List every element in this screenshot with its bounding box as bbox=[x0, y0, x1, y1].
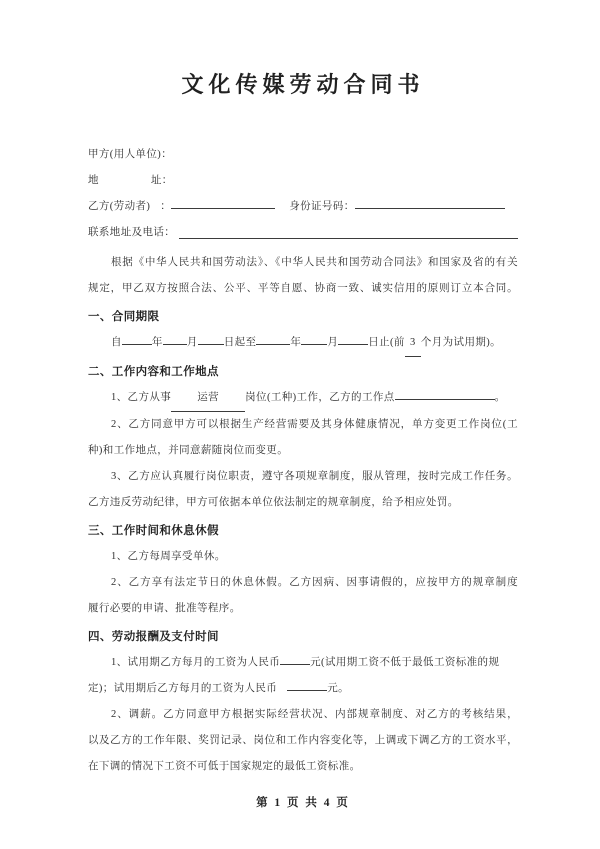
clause-line: 1、乙方每周享受单休。 bbox=[111, 551, 226, 562]
clause-line: 2、乙方享有法定节日的休息休假。乙方因病、因事请假的，应按甲方的规章制度 bbox=[111, 577, 518, 588]
salary-line-2 bbox=[88, 676, 518, 702]
term-text: 自 bbox=[111, 337, 122, 348]
clause-line: 3、乙方应认真履行岗位职责，遵守各项规章制度，服从管理，按时完成工作任务。 bbox=[111, 471, 518, 482]
clause-text: 1、试用期乙方每月的工资为人民币 bbox=[111, 657, 281, 668]
term-text: 个月为试用期)。 bbox=[420, 337, 502, 348]
position-value: 运营 bbox=[197, 392, 220, 403]
party-b-line bbox=[88, 194, 518, 220]
work-position-line bbox=[88, 385, 518, 412]
document-title: 文化传媒劳动合同书 bbox=[181, 72, 425, 97]
term-text: 年 bbox=[151, 337, 163, 348]
clause-text: 岗位(工种)工作，乙方的工作点 bbox=[245, 392, 395, 403]
term-text: 月 bbox=[327, 337, 339, 348]
id-number-blank bbox=[355, 196, 505, 209]
clause-line: 履行必要的申请、批准等程序。 bbox=[88, 603, 241, 614]
preamble-line: 规定，甲乙双方按照合法、公平、平等自愿、协商一致、诚实信用的原则订立本合同。 bbox=[88, 283, 518, 294]
clause-text: 元(试用期工资不低于最低工资标准的规 bbox=[310, 657, 500, 668]
clause-text: 。 bbox=[494, 392, 506, 403]
clause-text: 1、乙方从事 bbox=[111, 392, 172, 403]
party-b-label: 乙方(劳动者) bbox=[88, 201, 151, 212]
section-heading-term: 一、合同期限 bbox=[88, 311, 160, 323]
contact-label: 联系地址及电话： bbox=[88, 227, 176, 238]
salary-line-1 bbox=[88, 650, 518, 676]
regular-salary-blank bbox=[287, 678, 327, 691]
start-year-blank bbox=[122, 332, 152, 345]
party-b-name-blank bbox=[171, 196, 275, 209]
probation-months-value: 3 bbox=[405, 330, 421, 357]
id-number-label: 身份证号码： bbox=[289, 201, 355, 212]
start-day-blank bbox=[198, 332, 224, 345]
address-label-right: 址： bbox=[150, 175, 173, 186]
workplace-blank bbox=[395, 387, 495, 400]
party-a-line bbox=[88, 142, 518, 168]
term-text: 日起至 bbox=[223, 337, 257, 348]
contact-blank bbox=[179, 237, 518, 239]
start-month-blank bbox=[163, 332, 187, 345]
section-heading-hours: 三、工作时间和休息休假 bbox=[88, 525, 219, 537]
end-day-blank bbox=[338, 332, 368, 345]
term-text: 月 bbox=[186, 337, 198, 348]
clause-line: 以及乙方的工作年限、奖罚记录、岗位和工作内容变化等，上调或下调乙方的工资水平， bbox=[88, 735, 518, 746]
clause-text: 定)；试用期后乙方每月的工资为人民币 bbox=[88, 683, 278, 694]
section-heading-work: 二、工作内容和工作地点 bbox=[88, 366, 219, 378]
contact-line bbox=[88, 220, 518, 246]
section-heading-pay: 四、劳动报酬及支付时间 bbox=[88, 631, 219, 643]
position-blank bbox=[171, 385, 245, 412]
end-month-blank bbox=[301, 332, 327, 345]
clause-text: 元。 bbox=[327, 683, 350, 694]
term-text: 年 bbox=[290, 337, 302, 348]
clause-line: 种)和工作地点，并同意薪随岗位而变更。 bbox=[88, 445, 289, 456]
term-line bbox=[88, 330, 518, 357]
party-a-label: 甲方(用人单位)： bbox=[88, 149, 173, 160]
preamble-line: 根据《中华人民共和国劳动法》、《中华人民共和国劳动合同法》和国家及省的有关 bbox=[111, 257, 518, 268]
clause-line: 2、乙方同意甲方可以根据生产经营需要及其身体健康情况，单方变更工作岗位(工 bbox=[111, 419, 518, 430]
address-label-left: 地 bbox=[88, 175, 99, 186]
party-b-colon: ： bbox=[160, 201, 172, 212]
page-number: 第 1 页 共 4 页 bbox=[256, 797, 350, 809]
clause-line: 乙方违反劳动纪律，甲方可依据本单位依法制定的规章制度，给予相应处罚。 bbox=[88, 497, 459, 508]
clause-line: 2、调薪。乙方同意甲方根据实际经营状况、内部规章制度、对乙方的考核结果， bbox=[111, 709, 518, 720]
term-text: 日止(前 bbox=[368, 337, 405, 348]
end-year-blank bbox=[256, 332, 290, 345]
clause-line: 在下调的情况下工资不可低于国家规定的最低工资标准。 bbox=[88, 761, 361, 772]
probation-salary-blank bbox=[280, 652, 310, 665]
address-line bbox=[88, 168, 518, 194]
